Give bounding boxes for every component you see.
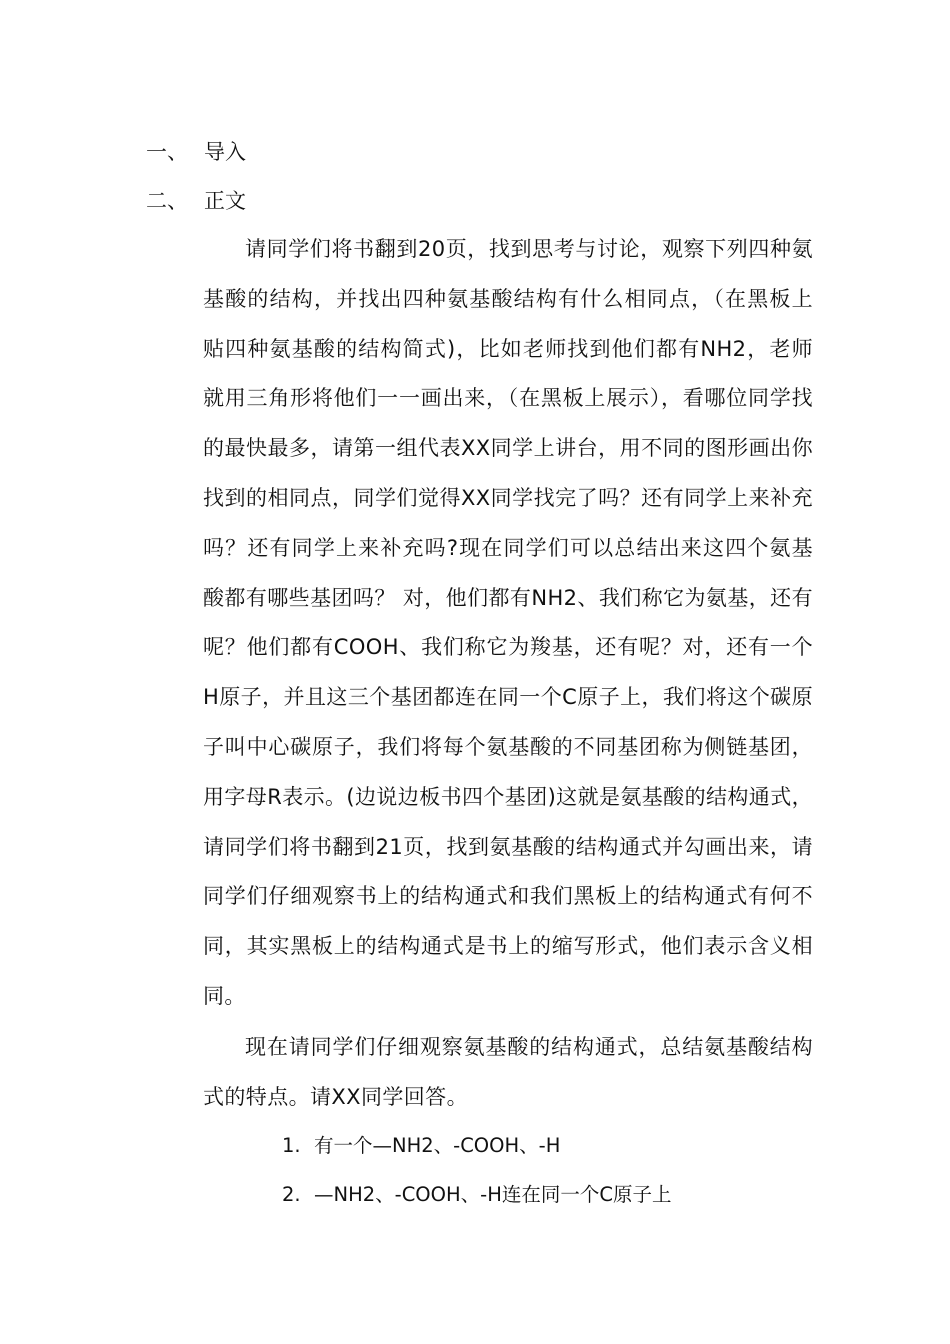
section-heading-body (146, 186, 246, 216)
section-title: 导入 (204, 140, 246, 164)
list-item-index: 2. (282, 1183, 301, 1206)
list-item (282, 1131, 560, 1161)
body-paragraph: 现在请同学们仔细观察氨基酸的结构通式，总结氨基酸结构式的特点。请XX同学回答。 (203, 1035, 813, 1109)
section-number: 一、 (146, 140, 188, 164)
list-item-text: 有一个—NH2、-COOH、-H (314, 1134, 561, 1157)
list-item (282, 1180, 671, 1210)
list-item-index: 1. (282, 1134, 301, 1157)
section-title: 正文 (204, 189, 246, 213)
section-heading-intro (146, 137, 246, 167)
body-paragraph: 请同学们将书翻到20页，找到思考与讨论，观察下列四种氨基酸的结构，并找出四种氨基酸结构有什么相同点，（在黑板上贴四种氨基酸的结构简式)，比如老师找到他们都有NH2，老师就用三角形将他们一一画出来，（在黑板上展示），看哪位同学找的最快最多，请第一组代表XX同学上讲台，用不同的图形画出你找到的相同点，同学们觉得XX同学找完了吗？还有同学上来补充吗？还有同学上来补充吗?现在同学们可以总结出来这四个氨基酸都有哪些基团吗？ 对，他们都有NH2、我们称它为氨基，还有呢？他们都有COOH、我们称它为羧基，还有呢？对，还有一个H原子，并且这三个基团都连在同一个C原子上，我们将这个碳原子叫中心碳原子，我们将每个氨基酸的不同基团称为侧链基团，用字母R表示。(边说边板书四个基团)这就是氨基酸的结构通式，请同学们将书翻到21页，找到氨基酸的结构通式并勾画出来，请同学们仔细观察书上的结构通式和我们黑板上的结构通式有何不同，其实黑板上的结构通式是书上的缩写形式，他们表示含义相同。 (203, 237, 813, 1008)
section-number: 二、 (146, 189, 188, 213)
list-item-text: —NH2、-COOH、-H连在同一个C原子上 (314, 1183, 672, 1206)
